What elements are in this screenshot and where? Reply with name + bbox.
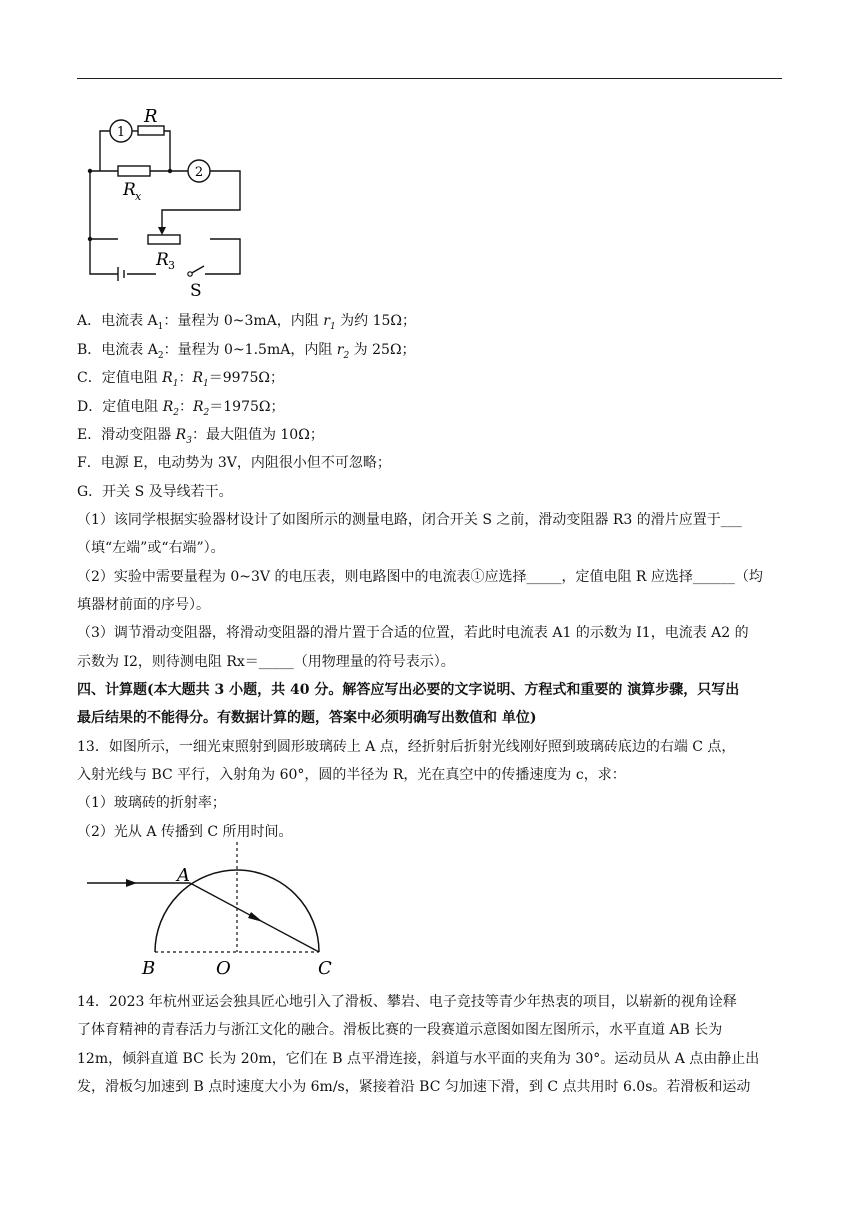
point-C-label: C [318,958,332,979]
option-c: C．定值电阻 $R_1$：$R_1=9975\Omega$； [77,370,284,389]
point-O-label: O [216,958,231,979]
circuit-diagram [82,104,252,300]
rheostat-R3-label: R [156,250,169,270]
q12-part1-line2: （填“左端”或“右端”）。 [77,540,225,556]
section-4-heading-line2: 最后结果的不能得分。有数据计算的题，答案中必须明确写出数值和 单位) [77,710,537,726]
point-A-label: A [177,865,190,886]
resistor-Rx [118,166,150,176]
q14-line1: 14．2023 年杭州亚运会独具匠心地引入了滑板、攀岩、电子竞技等青少年热衷的项目，以崭新的视角诠释 [77,994,737,1010]
q13-part1: （1）玻璃砖的折射率； [77,795,226,811]
header-rule [77,78,782,79]
resistor-Rx-label: R [123,180,136,200]
q14-line2: 了体育精神的青春活力与浙江文化的融合。滑板比赛的一段赛道示意图如图左图所示，水平直道 AB 长为 [77,1022,723,1038]
ammeter-2-label: 2 [194,165,204,180]
ammeter-1-label: 1 [116,125,126,140]
svg-text:x: x [135,190,142,203]
optics-diagram [82,838,342,980]
option-g: G．开关 S 及导线若干。 [77,484,233,500]
q12-part2-line1: （2）实验中需要量程为 0~3V 的电压表，则电路图中的电流表①应选择_____，定值电阻 R 应选择______（均 [77,569,763,585]
q14-line4: 发，滑板匀加速到 B 点时速度大小为 6m/s，紧接着沿 BC 匀加速下滑，到 C 点共用时 6.0s。若滑板和运动 [77,1079,751,1095]
point-B-label: B [142,958,156,979]
option-a: A．电流表 $A_1$：量程为 0~3mA，内阻 $r_1$ 为约 15Ω； [77,313,417,332]
q13-line2: 入射光线与 BC 平行，入射角为 60°，圆的半径为 R，光在真空中的传播速度为 c，求： [77,767,626,783]
q12-part2-line2: 填器材前面的序号）。 [77,597,210,613]
option-d: D．定值电阻 $R_2$：$R_2=1975\Omega$； [77,399,285,418]
option-e: E．滑动变阻器 $R_3$：最大阻值为 10Ω； [77,427,324,446]
q12-part3-line1: （3）调节滑动变阻器，将滑动变阻器的滑片置于合适的位置，若此时电流表 A1 的示数为 I1，电流表 A2 的 [77,625,749,641]
option-f: F．电源 E，电动势为 3V，内阻很小但不可忽略； [77,455,391,471]
incident-arrow-icon [126,879,137,887]
slider-arrow-icon [158,227,166,235]
resistor-R [138,126,164,135]
option-b: B．电流表 $A_2$：量程为 0~1.5mA，内阻 $r_2$ 为 25Ω； [77,342,416,361]
q12-part3-line2: 示数为 I2，则待测电阻 Rx＝_____（用物理量的符号表示）。 [77,654,455,670]
switch-S-label: S [190,281,202,300]
q12-part1-line1: （1）该同学根据实验器材设计了如图所示的测量电路，闭合开关 S 之前，滑动变阻器 R3 的滑片应置于___ [77,512,742,528]
q14-line3: 12m，倾斜直道 BC 长为 20m，它们在 B 点平滑连接，斜道与水平面的夹角为 30°。运动员从 A 点由静止出 [77,1051,760,1067]
refracted-arrow-icon [248,912,263,922]
section-4-heading-line1: 四、计算题(本大题共 3 小题，共 40 分。解答应写出必要的文字说明、方程式和重要的 演算步骤，只写出 [77,682,740,698]
q13-line1: 13．如图所示，一细光束照射到圆形玻璃砖上 A 点，经折射后折射光线刚好照到玻璃砖底边的右端 C 点， [77,739,736,755]
svg-text:3: 3 [168,259,175,272]
q13-part2: （2）光从 A 传播到 C 所用时间。 [77,824,293,840]
resistor-R-label: R [144,106,158,127]
rheostat-R3 [148,235,180,244]
